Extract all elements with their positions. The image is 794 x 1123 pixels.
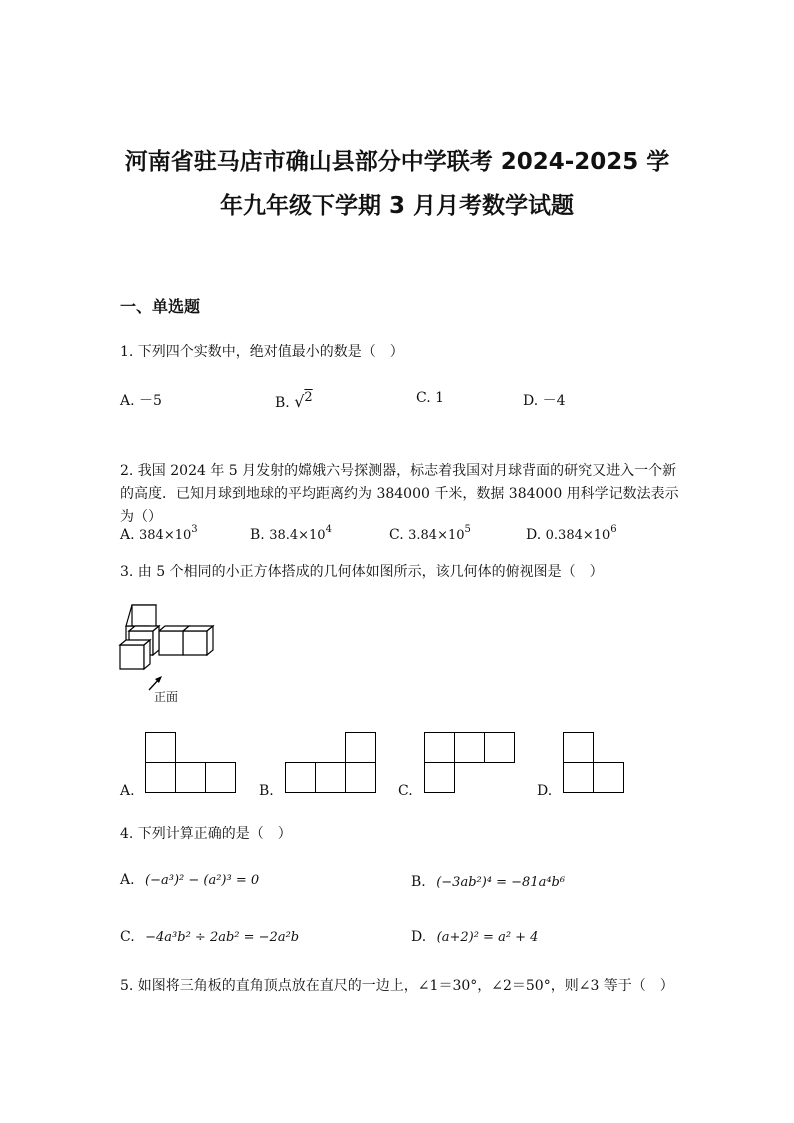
cube-back-3: [183, 626, 213, 655]
question-2-stem: 2. 我国 2024 年 5 月发射的嫦娥六号探测器，标志着我国对月球背面的研究又进入一个新的高度．已知月球到地球的平均距离约为 384000 千米，数据 384000 用科学记数法表示为（）: [120, 463, 679, 525]
grid-cell: [285, 762, 316, 793]
q4-b-expression: (−3ab²)⁴ = −81a⁴b⁶: [436, 875, 566, 890]
grid-cell: [593, 762, 624, 793]
q2-c-value: 3.84×10: [408, 528, 465, 543]
q2-option-d: [526, 524, 617, 543]
q1-option-c: C. 1: [416, 390, 445, 406]
grid-cell: [145, 762, 176, 793]
q2-d-label: D.: [526, 527, 542, 543]
grid-cell: [454, 732, 485, 763]
cube-front: [120, 640, 150, 669]
q2-d-value: 0.384×10: [545, 528, 611, 543]
q2-option-a: [120, 524, 198, 543]
front-label: 正面: [154, 690, 179, 704]
q1-option-d: D. －4: [523, 393, 566, 409]
q2-b-label: B.: [250, 527, 265, 543]
grid-cell: [175, 762, 206, 793]
q1-option-b-value: 2: [304, 390, 313, 405]
grid-cell: [563, 732, 594, 763]
q2-option-c: [389, 524, 471, 543]
sqrt-icon: √: [294, 392, 305, 411]
q1-option-b: [275, 392, 313, 411]
q2-b-exponent: 4: [325, 524, 332, 535]
grid-cell: [315, 762, 346, 793]
question-1-stem: 1. 下列四个实数中，绝对值最小的数是（ ）: [120, 344, 404, 360]
q2-d-exponent: 6: [610, 524, 617, 535]
q2-b-value: 38.4×10: [269, 528, 326, 543]
q4-a-expression: (−a³)² − (a²)³ = 0: [145, 873, 260, 888]
q4-c-label: C.: [120, 929, 135, 945]
question-3-stem: 3. 由 5 个相同的小正方体搭成的几何体如图所示，该几何体的俯视图是（ ）: [120, 564, 604, 580]
doc-title-line1: 河南省驻马店市确山县部分中学联考 2024-2025 学: [124, 149, 670, 175]
grid-cell: [424, 732, 455, 763]
section-heading: 一、单选题: [120, 297, 201, 316]
q3-option-a-label: A.: [120, 783, 135, 799]
q4-d-label: D.: [411, 929, 427, 945]
grid-cell: [145, 732, 176, 763]
grid-cell: [484, 732, 515, 763]
q1-option-a: A. －5: [120, 393, 162, 409]
q2-c-exponent: 5: [464, 524, 471, 535]
grid-cell: [563, 762, 594, 793]
doc-title-line2: 年九年级下学期 3 月月考数学试题: [219, 193, 575, 219]
grid-cell: [345, 762, 376, 793]
q4-option-c: [120, 929, 299, 945]
q4-c-expression: −4a³b² ÷ 2ab² = −2a²b: [145, 930, 300, 945]
question-5-stem: 5. 如图将三角板的直角顶点放在直尺的一边上，∠1＝30°，∠2＝50°，则∠3 等于（ ）: [120, 978, 674, 994]
q2-option-b: [250, 524, 332, 543]
q3-option-c-label: C.: [398, 783, 413, 799]
q2-a-exponent: 3: [191, 524, 198, 535]
q2-a-label: A.: [120, 527, 135, 543]
cube-figure: [118, 600, 218, 680]
q4-d-expression: (a+2)² = a² + 4: [436, 930, 539, 945]
q2-a-value: 384×10: [139, 528, 192, 543]
q4-option-a: [120, 872, 259, 888]
q4-b-label: B.: [411, 874, 426, 890]
q4-a-label: A.: [120, 872, 135, 888]
q4-option-b: [411, 874, 565, 890]
grid-cell: [424, 762, 455, 793]
grid-cell: [345, 732, 376, 763]
grid-cell: [205, 762, 236, 793]
q1-option-b-label: B.: [275, 395, 290, 411]
q3-option-b-label: B.: [259, 783, 274, 799]
question-4-stem: 4. 下列计算正确的是（ ）: [120, 826, 292, 842]
q3-option-d-label: D.: [537, 783, 553, 799]
q2-c-label: C.: [389, 527, 404, 543]
q4-option-d: [411, 929, 538, 945]
